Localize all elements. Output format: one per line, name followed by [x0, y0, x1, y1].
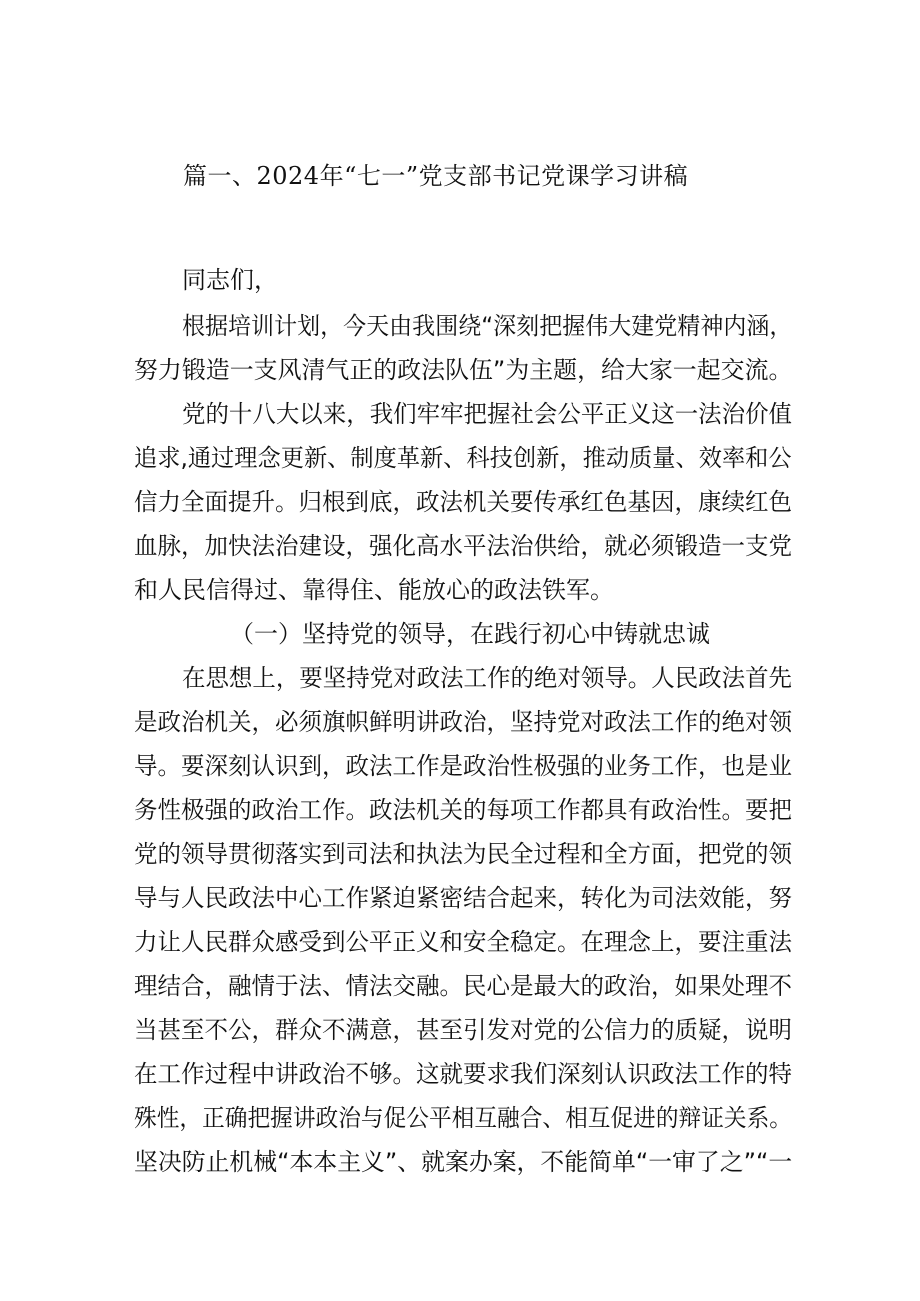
- paragraph-line: 当甚至不公，群众不满意，甚至引发对党的公信力的质疑，说明: [134, 1016, 793, 1044]
- paragraph-line: 力让人民群众感受到公平正义和安全稳定。在理念上，要注重法: [134, 928, 793, 956]
- greeting: 同志们，: [182, 266, 278, 294]
- document-title: 篇一、2024年“七一”党支部书记党课学习讲稿: [183, 162, 689, 190]
- paragraph-line: 党的十八大以来，我们牢牢把握社会公平正义这一法治价值: [182, 400, 793, 428]
- paragraph-line: 导。要深刻认识到，政法工作是政治性极强的业务工作，也是业: [134, 752, 793, 780]
- paragraph-line: 是政治机关，必须旗帜鲜明讲政治，坚持党对政法工作的绝对领: [134, 708, 793, 736]
- paragraph-line: 和人民信得过、靠得住、能放心的政法铁军。: [134, 576, 614, 604]
- section-heading: （一）坚持党的领导，在践行初心中铸就忠诚: [230, 620, 710, 648]
- paragraph-line: 信力全面提升。归根到底，政法机关要传承红色基因，康续红色: [134, 488, 793, 516]
- paragraph-line: 努力锻造一支风清气正的政法队伍”为主题，给大家一起交流。: [134, 356, 793, 384]
- paragraph-line: 根据培训计划，今天由我围绕“深刻把握伟大建党精神内涵，: [182, 312, 793, 340]
- paragraph-line: 党的领导贯彻落实到司法和执法为民全过程和全方面，把党的领: [134, 840, 793, 868]
- paragraph-line: 务性极强的政治工作。政法机关的每项工作都具有政治性。要把: [134, 796, 793, 824]
- paragraph-line: 在思想上，要坚持党对政法工作的绝对领导。人民政法首先: [182, 664, 793, 692]
- paragraph-line: 追求,通过理念更新、制度革新、科技创新，推动质量、效率和公: [134, 444, 792, 472]
- paragraph-line: 理结合，融情于法、情法交融。民心是最大的政治，如果处理不: [134, 972, 793, 1000]
- paragraph-line: 坚决防止机械“本本主义”、就案办案，不能简单“一审了之”“一: [134, 1148, 793, 1176]
- paragraph-line: 导与人民政法中心工作紧迫紧密结合起来，转化为司法效能，努: [134, 884, 793, 912]
- paragraph-line: 血脉，加快法治建设，强化高水平法治供给，就必须锻造一支党: [134, 532, 793, 560]
- paragraph-line: 殊性，正确把握讲政治与促公平相互融合、相互促进的辩证关系。: [134, 1104, 792, 1132]
- paragraph-line: 在工作过程中讲政治不够。这就要求我们深刻认识政法工作的特: [134, 1060, 793, 1088]
